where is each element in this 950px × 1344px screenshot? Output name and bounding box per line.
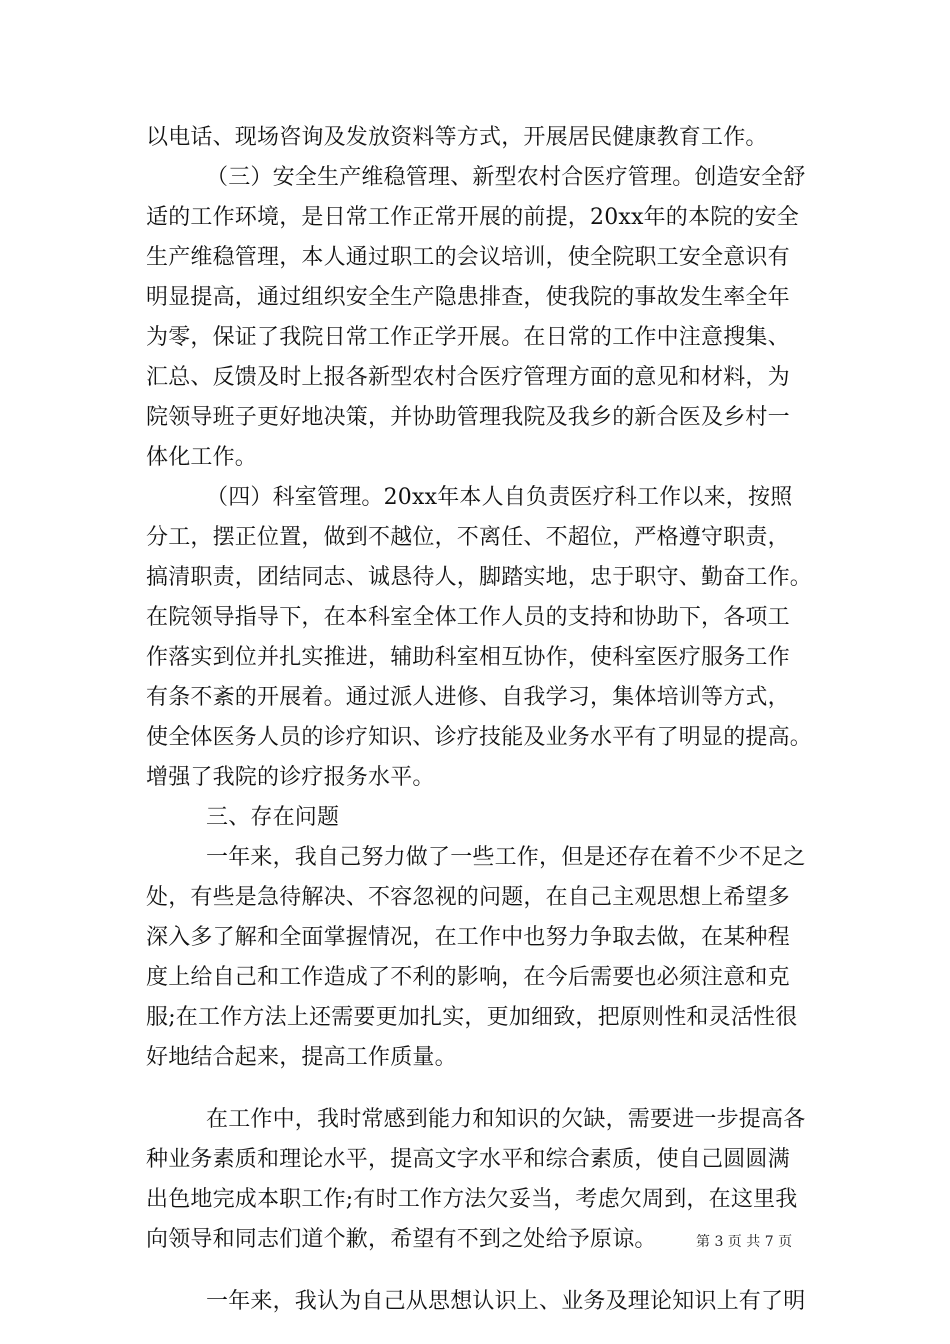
- text-line: 一年来，我自己努力做了一些工作，但是还存在着不少不足之: [206, 845, 806, 870]
- text-line: 度上给自己和工作造成了不利的影响，在今后需要也必须注意和克: [146, 965, 790, 990]
- text-line: （四）科室管理。20xx年本人自负责医疗科工作以来，按照: [206, 485, 793, 510]
- text-line: 院领导班子更好地决策，并协助管理我院及我乡的新合医及乡村一: [146, 405, 790, 430]
- text-line: 为零，保证了我院日常工作正学开展。在日常的工作中注意搜集、: [146, 325, 790, 350]
- document-body: [146, 118, 818, 1322]
- text-line: 分工，摆正位置，做到不越位，不离任、不超位，严格遵守职责，: [146, 525, 790, 550]
- text-line: 在工作中，我时常感到能力和知识的欠缺，需要进一步提高各: [206, 1107, 806, 1132]
- text-line: （三）安全生产维稳管理、新型农村合医疗管理。创造安全舒: [206, 165, 806, 190]
- text-line: 使全体医务人员的诊疗知识、诊疗技能及业务水平有了明显的提高。: [146, 725, 813, 750]
- text-line: 处，有些是急待解决、不容忽视的问题，在自己主观思想上希望多: [146, 885, 790, 910]
- text-line: 好地结合起来，提高工作质量。: [146, 1045, 457, 1070]
- text-line: 搞清职责，团结同志、诚恳待人，脚踏实地，忠于职守、勤奋工作。: [146, 565, 813, 590]
- text-line: 种业务素质和理论水平，提高文字水平和综合素质，使自己圆圆满: [146, 1147, 790, 1172]
- text-line: 在院领导指导下，在本科室全体工作人员的支持和协助下，各项工: [146, 605, 790, 630]
- text-line: 生产维稳管理，本人通过职工的会议培训，使全院职工安全意识有: [146, 245, 790, 270]
- paragraph-gap: [146, 1078, 818, 1100]
- text-line: 出色地完成本职工作;有时工作方法欠妥当，考虑欠周到，在这里我: [146, 1187, 798, 1212]
- text-line: 服;在工作方法上还需要更加扎实，更加细致，把原则性和灵活性很: [146, 1005, 798, 1030]
- text-line: 明显提高，通过组织安全生产隐患排查，使我院的事故发生率全年: [146, 285, 790, 310]
- text-line: 适的工作环境，是日常工作正常开展的前提，20xx年的本院的安全: [146, 205, 800, 230]
- text-line: 深入多了解和全面掌握情况，在工作中也努力争取去做，在某种程: [146, 925, 790, 950]
- text-line: 一年来，我认为自己从思想认识上、业务及理论知识上有了明: [206, 1289, 806, 1314]
- page-number-footer: 第 3 页 共 7 页: [696, 1234, 793, 1250]
- text-line: 体化工作。: [146, 445, 258, 470]
- text-line: 作落实到位并扎实推进，辅助科室相互协作，使科室医疗服务工作: [146, 645, 790, 670]
- paragraph-gap: [146, 1260, 818, 1282]
- text-line: 以电话、现场咨询及发放资料等方式，开展居民健康教育工作。: [146, 125, 768, 150]
- text-line: 增强了我院的诊疗报务水平。: [146, 765, 435, 790]
- text-line: 向领导和同志们道个歉，希望有不到之处给予原谅。: [146, 1227, 657, 1252]
- text-line: 有条不紊的开展着。通过派人进修、自我学习，集体培训等方式，: [146, 685, 790, 710]
- text-line: 汇总、反馈及时上报各新型农村合医疗管理方面的意见和材料，为: [146, 365, 790, 390]
- section-heading: 三、存在问题: [206, 805, 340, 830]
